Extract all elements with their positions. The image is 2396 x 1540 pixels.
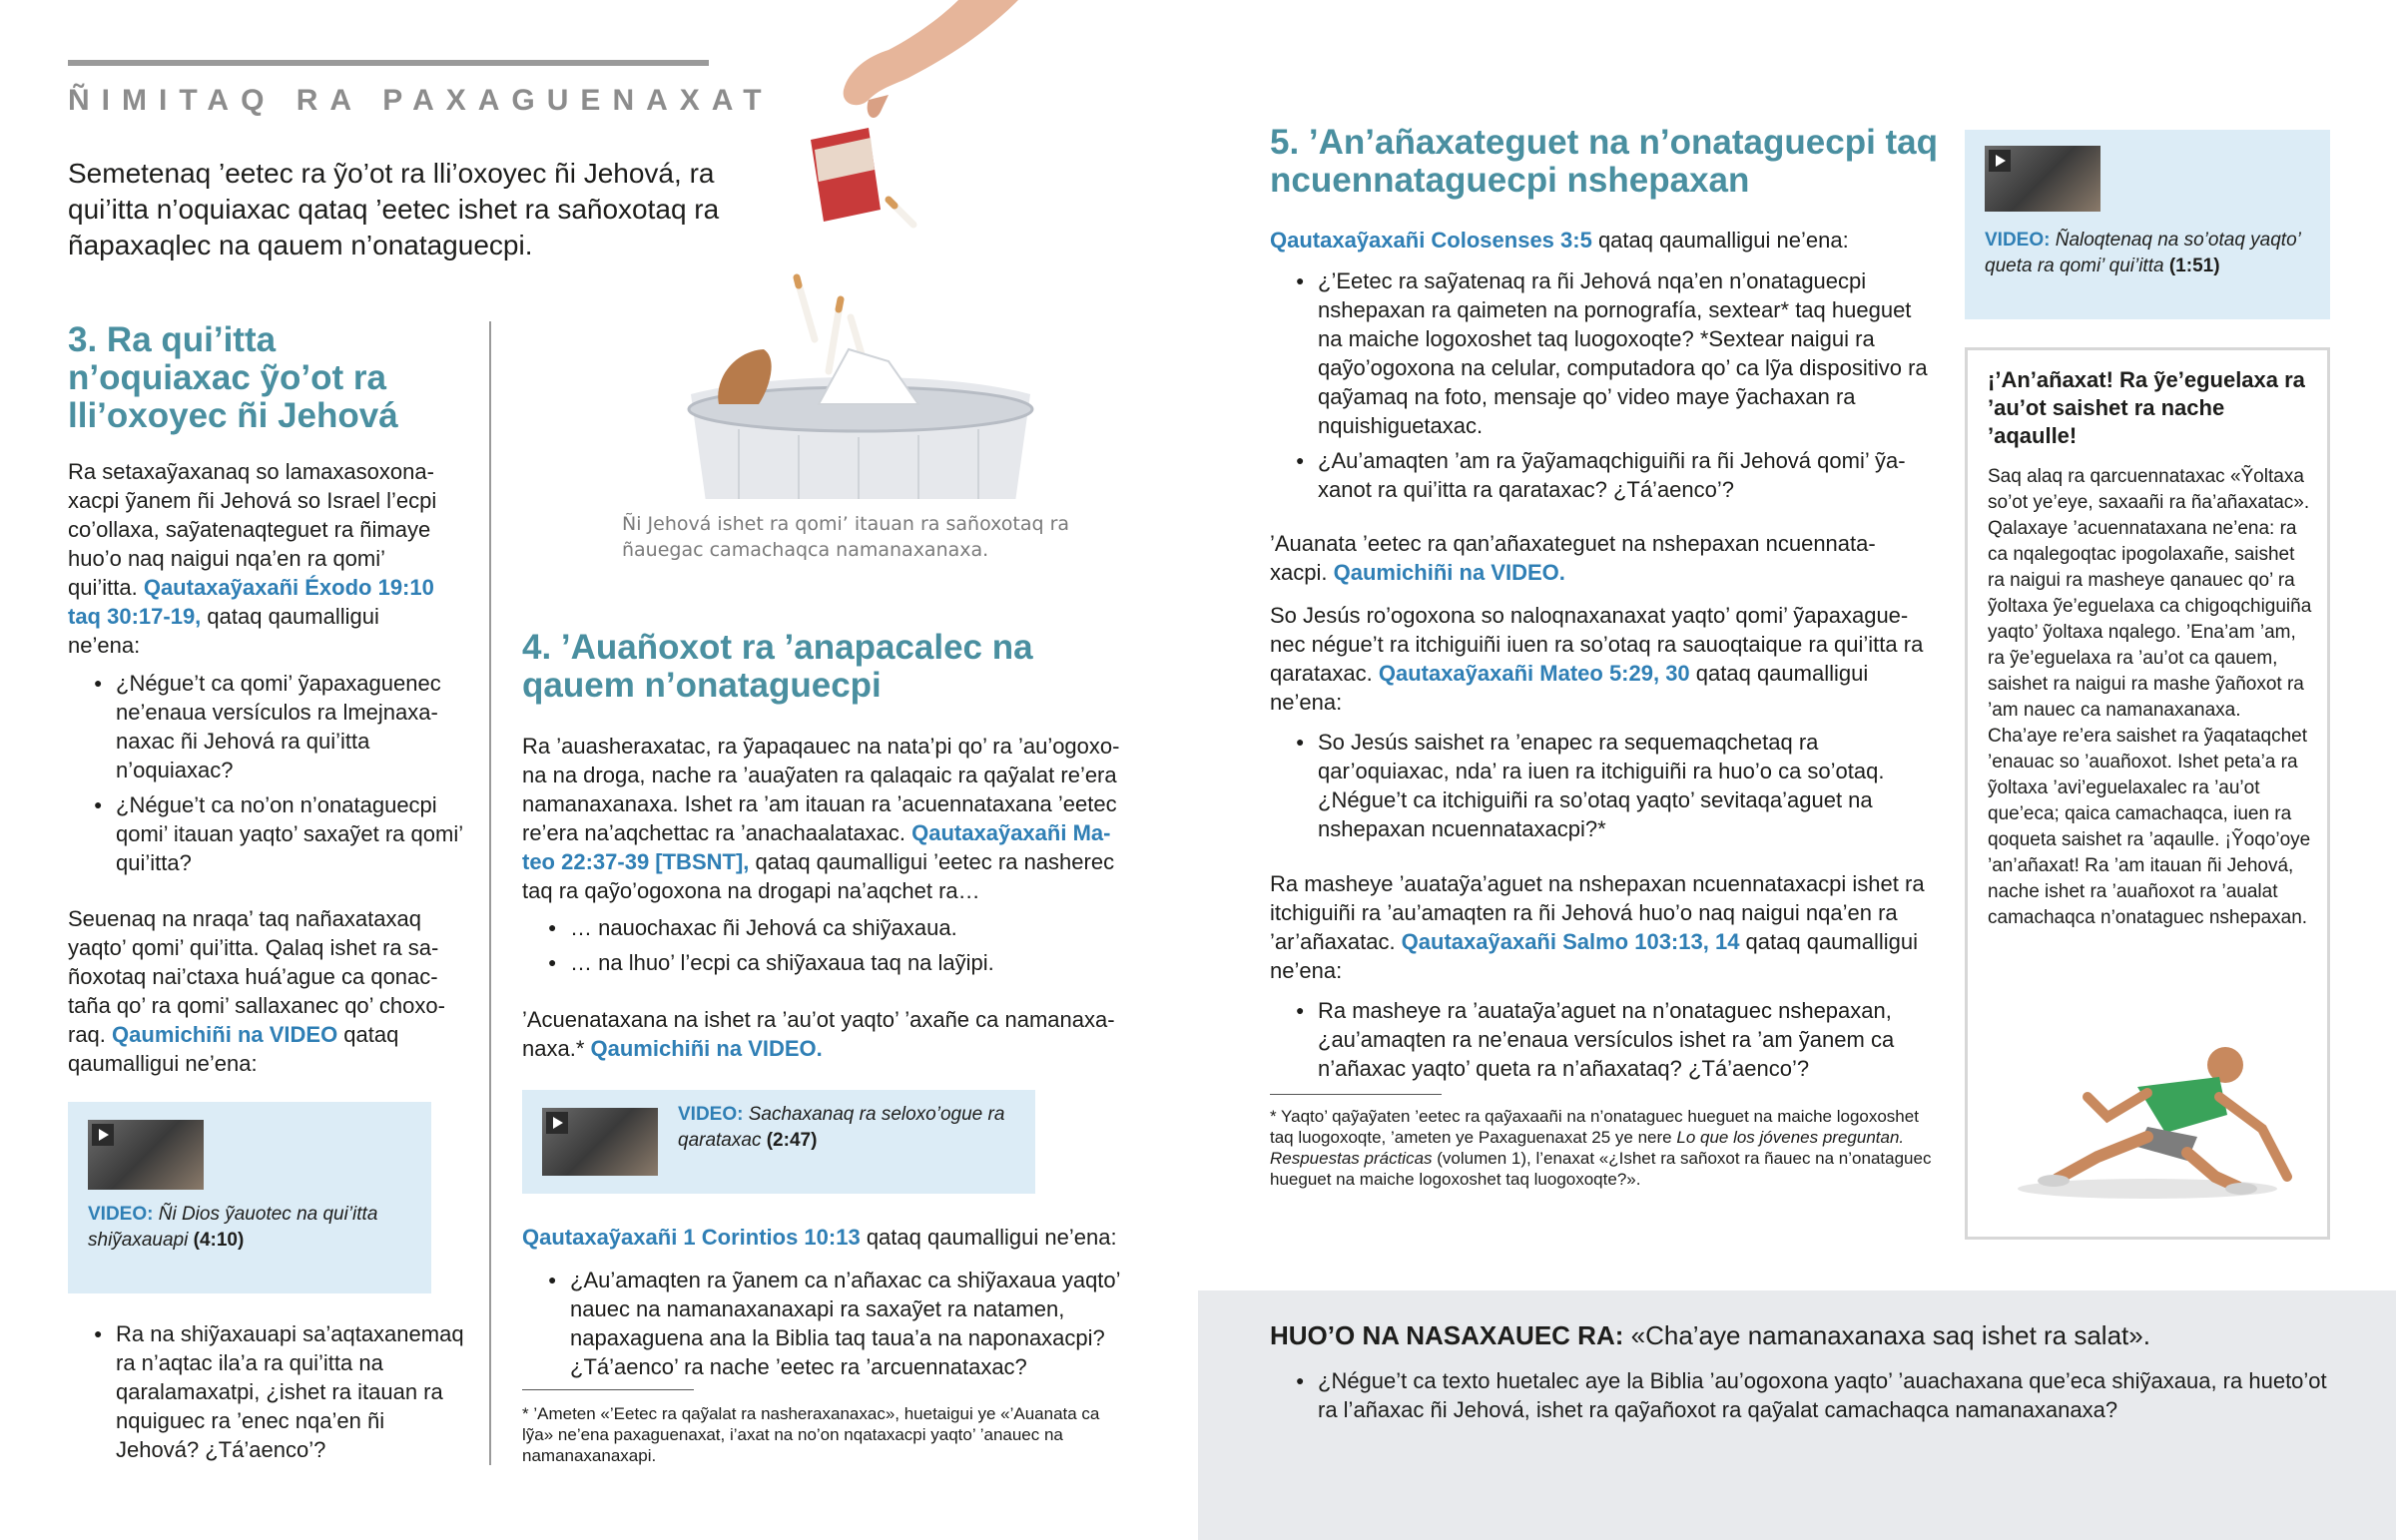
watch-video-link[interactable]: Qaumichiñi na VIDEO. [1333,560,1565,585]
list-item: ● Ra masheye ra ’auataỹa’aguet na n’onataguec nshepaxan, ¿au’amaqten ra ne’enaua versículos ishet ra ’am ỹanem ca n’añaxac yaqto’ queta ra n’añaxataq? ¿Tá’aenco’? [1270,996,1935,1083]
bottom-panel-heading [1270,1318,2368,1352]
play-icon[interactable] [1989,150,2011,172]
video-duration: (4:10) [193,1230,245,1251]
scripture-link-colosenses[interactable]: Qautaxaỹaxañi Colosenses 3:5 [1270,228,1592,253]
scripture-link-corintios[interactable]: Qautaxaỹaxañi 1 Corintios 10:13 [522,1225,861,1250]
section4-heading: 4. ’Auañoxot ra ’anapacalec na qauem n’onataguecpi [522,628,1033,705]
list-item: ● ¿Au’amaqten ra ỹanem ca n’añaxac ca shiỹaxaua yaqto’ nauec na namanaxanaxapi ra saxaỹet ra natamen, napaxaguena ana la Biblia taq taua’a na naponaxacpi? ¿Tá’aenco’ ra nache ’eetec ra ’arcuennataxac? [522,1266,1123,1381]
video-title: Sachaxanaq ra seloxo’ogue ra qarataxac [678,1104,1005,1151]
list-item: ● ¿Négue’t ca qomi’ ỹapaxaguenec ne’enaua versículos ra lmejnaxanaxac ñi Jehová ra qui’itta n’oquiaxac? [68,669,467,784]
video-label [678,1102,1017,1154]
section5-footnote [1270,1106,1935,1190]
section3-para2-text: Seuenaq na nraqa’ taq nañaxataxaq yaqto’ qomi’ qui’itta. Qalaq ishet ra sañoxotaq nai’ctaxa huá’ague ca qonactaña qo’ ra qomi’ sallaxanec qo’ choxoraq. [68,906,445,1047]
section3-bullets [68,669,467,883]
section3-last-bullet [68,1319,467,1470]
hand-icon [844,0,1018,118]
book-title: Lo que los jóvenes preguntan. Respuestas prácticas [1270,1128,1905,1168]
section5-para3 [1270,869,1929,985]
section5-bullets2 [1270,728,1935,849]
scripture-link-mateo5[interactable]: Qautaxaỹaxañi Mateo 5:29, 30 [1378,661,1690,686]
sidebar-box-body: Saq alaq ra qarcuennataxac «Ỹoltaxa so’ot ye’eye, saxaañi ra ña’añaxatac». Qalaxaye ’acuennataxana ne’ena: ra ca nqalegoqtac ipogolaxañe, saishet ra naigui ra masheye qanauec qo’ ra ỹoltaxa ỹe’eguelaxa ca chigoqchiguiña yaqto’ ỹoltaxa nqalego. ’Ena’am ’am, ra ỹe’eguelaxa ra ’au’ot ca qauem, saishet ra naigui ra mashe ỹañoxot ra ’am nauec ca namanaxanaxa. Cha’aye re’era saishet ra ỹaqataqchet ’enauac so ’auañoxot. Ishet peta’a ra ỹoltaxa ’avi’eguelaxalec ra ’au’ot que’eca; qaica camachaqca, iuen ra qoqueta saishet ra ’aqaulle. ¡Ỹoqo’oye ’an’añaxat! Ra ’am itauan ñi Jehová, nache ishet ra ’auañoxot ra ’aualat camachaqca n’onataguec nshepaxan. [1988,466,2312,928]
section3-para1-text: Ra setaxaỹaxanaq so lamaxasoxonaxacpi ỹanem ñi Jehová so Israel l’ecpi co’ollaxa, saỹatenaqteguet ra ñimaye huo’o naq naigui nqa’en ra qomi’ qui’itta. [68,459,437,600]
section5-bullets1 [1270,266,1935,510]
section5-read1-end: qataq qaumalligui ne’ena: [1591,228,1849,253]
list-item: ● Ra na shiỹaxauapi sa’aqtaxanemaq ra n’aqtac ila’a ra qui’itta na qaralamaxatpi, ¿ishet ra itauan ra nquiguec ra ’enec nqa’en ñi Jehová? ¿Tá’aenco’? [68,1319,467,1464]
section5-para1-text: ’Auanata ’eetec ra qan’añaxateguet na nshepaxan ncuennataxacpi. [1270,531,1876,585]
cigarette-pack-icon [811,128,881,222]
list-item: ● ¿Au’amaqten ’am ra ỹaỹamaqchiguiñi ra ñi Jehová qomi’ ỹaxanot ra qui’itta ra qarataxac? ¿Tá’aenco’? [1270,446,1935,504]
section4-footnote: * ’Ameten «’Eetec ra qaỹalat ra nasheraxanaxac», huetaigui ye «’Auanata ca lỹa» ne’ena paxaguenaxat, i’axat na no’on nqataxacpi yaqto’ ’anauec na namanaxanaxapi. [522,1404,1100,1465]
runner-icon [1998,1037,2307,1207]
watch-video-link[interactable]: Qaumichiñi na VIDEO [112,1022,338,1047]
video-thumbnail[interactable] [1985,146,2100,212]
section3-para1-end: qataq qaumalligui ne’ena: [68,604,379,658]
section4-para1 [522,732,1123,905]
list-item: ● So Jesús saishet ra ’enapec ra sequemaqchetaq ra qar’oquiaxac, nda’ ra iuen ra itchiguiñi ra huo’o ca so’otaq. ¿Négue’t ca itchiguiñi ra so’otaq yaqto’ sevitaqa’aguet na nshepaxan ncuennataxacpi?* [1270,728,1935,843]
section5-para1 [1270,529,1919,587]
section4-read-end: qataq qaumalligui ne’ena: [860,1225,1117,1250]
section5-para2-text: So Jesús ro’ogoxona so naloqnaxanaxat yaqto’ qomi’ ỹapaxaguenec négue’t ra itchiguiñi iuen ra so’otaq ra sauoqtaique ra qui’itta ra qarataxac. [1270,603,1924,686]
section4-last-bullet [522,1266,1123,1387]
section5-para3-text: Ra masheye ’auataỹa’aguet na nshepaxan ncuennataxacpi ishet ra itchiguiñi ra ’au’amaqten ra ñi Jehová huo’o naq naigui nqa’en ra ’ar’añaxatac. [1270,871,1925,954]
section5-para2-end: qataq qaumalligui ne’ena: [1270,661,1869,715]
section5-heading: 5. ’An’añaxateguet na n’onataguecpi taq ncuennataguecpi nshepaxan [1270,123,1939,200]
footnote-rule [1270,1094,1442,1095]
section3-heading: 3. Ra qui’itta n’oquiaxac ỹo’ot ra lli’oxoyec ñi Jehová [68,320,398,435]
column-divider [489,321,491,1465]
scripture-link-salmo[interactable]: Qautaxaỹaxañi Salmo 103:13, 14 [1401,929,1740,954]
sidebar-box [1965,347,2330,1240]
illustration-caption: Ñi Jehová ishet ra qomi’ itauan ra sañoxotaq ra ñauegac camachaqca namanaxanaxa. [622,513,1070,561]
section4-para2-text: ’Acuenataxana na ishet ra ’au’ot yaqto’ ’axañe ca namanaxanaxa.* [522,1007,1115,1061]
video-title: Ñaloqtenaq na so’otaq yaqto’ queta ra qomi’ qui’itta [1985,230,2300,276]
footnote-rule [522,1389,694,1390]
video-duration: (1:51) [2168,256,2220,276]
header-rule [68,60,709,66]
video-tag: VIDEO: [88,1204,154,1225]
sidebar-video-box[interactable] [1965,130,2330,319]
scripture-link-exodo[interactable]: Qautaxaỹaxañi Éxodo 19:10 taq 30:17-19, [68,575,434,629]
video-box-1[interactable] [68,1102,431,1293]
section5-bullets3 [1270,996,1935,1089]
video-label [88,1202,407,1254]
sidebar-box-title: ¡’An’añaxat! Ra ỹe’eguelaxa ra ’au’ot saishet ra nache ’aqaulle! [1988,367,2305,448]
intro-text: Semetenaq ’eetec ra ỹo’ot ra lli’oxoyec ñi Jehová, ra qui’itta n’oquiaxac qataq ’eetec ishet ra sañoxotaq ra ñapaxaqlec na qauem n’onataguecpi. [68,158,720,260]
play-icon[interactable] [92,1124,114,1146]
list-item: ● … na lhuo’ l’ecpi ca shiỹaxaua taq na laỹipi. [522,948,1123,977]
section4-bullets [522,913,1123,983]
section3-para2-end: qataq qaumalligui ne’ena: [68,1022,399,1076]
video-duration: (2:47) [766,1130,818,1151]
video-tag: VIDEO: [678,1104,744,1125]
video-box-2[interactable] [522,1090,1035,1194]
watch-video-link[interactable]: Qaumichiñi na VIDEO. [590,1036,823,1061]
section3-para1 [68,457,447,660]
trash-can-icon [689,349,1032,499]
list-item: ● ¿Négue’t ca no’on n’onataguecpi qomi’ itauan yaqto’ saxaỹet ra qomi’ qui’itta? [68,790,467,877]
section5-read1 [1270,226,1919,255]
video-thumbnail[interactable] [88,1120,204,1190]
video-label [1985,228,2304,279]
play-icon[interactable] [546,1112,568,1134]
list-item: ● ¿’Eetec ra saỹatenaq ra ñi Jehová nqa’en n’onataguecpi nshepaxan ra qaimeten na pornografía, sextear* taq hueguet na maiche logoxoshet taq luogoxoqte? *Sextear naigui ra qaỹo’ogoxona na celular, computadora qo’ ca lỹa dispositivo ra qaỹamaq na foto, mensaje qo’ video maye ỹachaxan ra nquishiguetaxac. [1270,266,1935,440]
cigarette-icon [797,200,913,371]
section-title: ÑIMITAQ RA PAXAGUENAXAT [68,84,774,117]
section5-para2 [1270,601,1929,717]
list-item: ● … nauochaxac ñi Jehová ca shiỹaxaua. [522,913,1123,942]
scripture-link-mateo[interactable]: Qautaxaỹaxañi Mateo 22:37-39 [TBSNT], [522,820,1111,874]
section5-para3-end: qataq qaumalligui ne’ena: [1270,929,1919,983]
bottom-panel-label: HUO’O NA NASAXAUEC RA: [1270,1320,1624,1350]
trash-illustration [619,0,1098,499]
section3-para2 [68,904,457,1078]
section4-para1-text: Ra ’auasheraxatac, ra ỹapaqauec na nata’pi qo’ ra ’au’ogoxona na droga, nache ra ’auaỹaten ra qalaqaic ra qaỹalat re’era namanaxanaxa. Ishet ra ’am itauan ra ’acuennataxana ’eetec re’era na’aqchettac ra ’anachaalataxac. [522,734,1120,845]
section5-footnote-post: (volumen 1), l’enaxat «¿Ishet ra sañoxot ra ñauec na n’onataguec hueguet na maiche logoxoshet taq luogoxoqte?». [1270,1149,1932,1189]
section4-read [522,1223,1123,1252]
list-item: ● ¿Négue’t ca texto huetalec aye la Biblia ’au’ogoxona yaqto’ ’auachaxana que’eca shiỹaxaua, ra hueto’ot ra l’añaxac ñi Jehová, ishet ra qaỹañoxot ra qaỹalat camachaqca namanaxanaxa? [1270,1366,2348,1424]
video-title: Ñi Dios ỹauotec na qui’itta shiỹaxauapi [88,1204,378,1251]
section4-para2 [522,1005,1123,1063]
section4-para1-end: qataq qaumalligui ’eetec ra nasherec taq ra qaỹo’ogoxona na drogapi na’aqchet ra… [522,849,1115,903]
bottom-panel-quote: «Cha’aye namanaxanaxa saq ishet ra salat». [1630,1320,2150,1350]
video-thumbnail[interactable] [542,1108,658,1176]
video-tag: VIDEO: [1985,230,2051,251]
bottom-panel-bullets [1270,1366,2348,1430]
section5-footnote-pre: * Yaqto’ qaỹaỹaten ’eetec ra qaỹaxaañi na n’onataguec hueguet na maiche logoxoshet taq luogoxoqte, ’ameten ye Paxaguenaxat 25 ye nere [1270,1107,1919,1147]
bottom-panel [1198,1290,2396,1540]
